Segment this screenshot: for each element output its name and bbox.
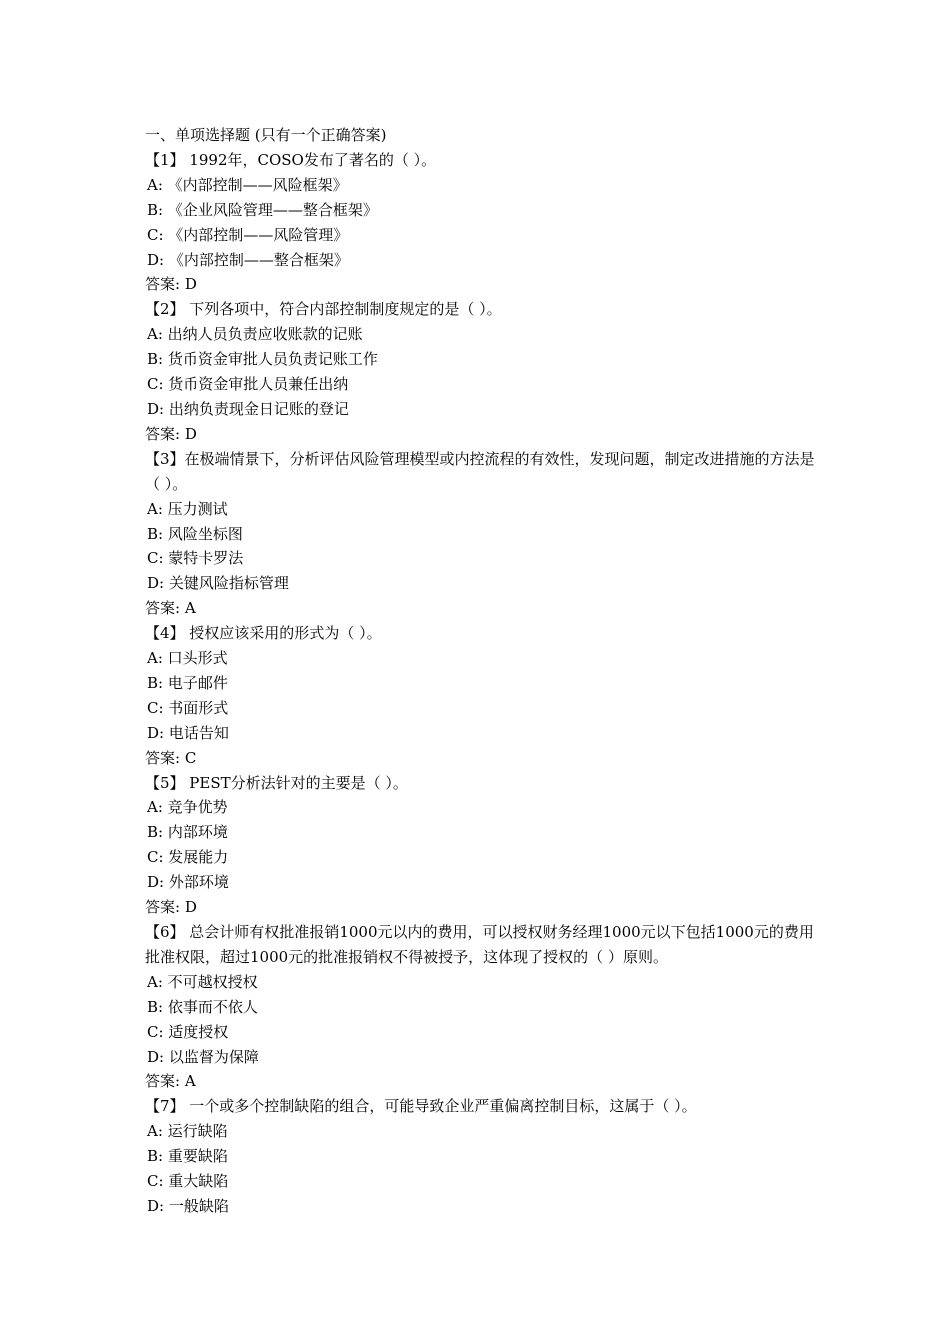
question-text: 【2】 下列各项中，符合内部控制制度规定的是（ ）。 bbox=[145, 300, 502, 319]
question-block bbox=[145, 148, 815, 297]
option-d: D: 以监督为保障 bbox=[147, 1047, 259, 1066]
option-d: D: 电话告知 bbox=[147, 723, 229, 742]
question-block bbox=[145, 621, 815, 770]
question-text: 【4】 授权应该采用的形式为（ ）。 bbox=[145, 624, 382, 643]
answer-line: 答案: D bbox=[145, 424, 197, 443]
option-b: B: 货币资金审批人员负责记账工作 bbox=[147, 350, 378, 369]
question-text: 【7】 一个或多个控制缺陷的组合，可能导致企业严重偏离控制目标，这属于（ ）。 bbox=[145, 1097, 697, 1116]
option-a: A: 压力测试 bbox=[147, 499, 228, 518]
option-d: D: 出纳负责现金日记账的登记 bbox=[147, 399, 349, 418]
option-c: C: 货币资金审批人员兼任出纳 bbox=[147, 375, 349, 394]
question-block bbox=[145, 1094, 815, 1219]
question-block bbox=[145, 920, 815, 1094]
option-c: C: 书面形式 bbox=[147, 698, 229, 717]
option-b: B: 《企业风险管理——整合框架》 bbox=[147, 200, 378, 219]
option-c: C: 发展能力 bbox=[147, 848, 229, 867]
option-a: A: 竞争优势 bbox=[147, 798, 228, 817]
question-block bbox=[145, 297, 815, 446]
question-text: 【6】 总会计师有权批准报销1000元以内的费用，可以授权财务经理1000元以下包括1000元的费用批准权限，超过1000元的批准报销权不得被授予，这体现了授权的（ ）原则。 bbox=[145, 923, 814, 966]
option-d: D: 关键风险指标管理 bbox=[147, 574, 289, 593]
option-d: D: 一般缺陷 bbox=[147, 1196, 229, 1215]
option-c: C: 《内部控制——风险管理》 bbox=[147, 225, 349, 244]
question-text: 【1】 1992年，COSO发布了著名的（ ）。 bbox=[145, 150, 437, 169]
option-a: A: 不可越权授权 bbox=[147, 972, 258, 991]
question-text: 【5】 PEST分析法针对的主要是（ ）。 bbox=[145, 773, 408, 792]
answer-line: 答案: C bbox=[145, 748, 197, 767]
option-c: C: 蒙特卡罗法 bbox=[147, 549, 244, 568]
answer-line: 答案: A bbox=[145, 1072, 196, 1091]
answer-line: 答案: D bbox=[145, 898, 197, 917]
option-b: B: 电子邮件 bbox=[147, 673, 228, 692]
option-c: C: 重大缺陷 bbox=[147, 1172, 229, 1191]
answer-line: 答案: D bbox=[145, 275, 197, 294]
option-b: B: 内部环境 bbox=[147, 823, 228, 842]
answer-line: 答案: A bbox=[145, 599, 196, 618]
question-block bbox=[145, 771, 815, 920]
option-a: A: 出纳人员负责应收账款的记账 bbox=[147, 325, 363, 344]
question-text: 【3】在极端情景下，分析评估风险管理模型或内控流程的有效性，发现问题，制定改进措施的方法是（ ）。 bbox=[145, 449, 815, 493]
option-a: A: 口头形式 bbox=[147, 649, 228, 668]
option-d: D: 外部环境 bbox=[147, 873, 229, 892]
option-a: A: 《内部控制——风险框架》 bbox=[147, 175, 348, 194]
option-b: B: 重要缺陷 bbox=[147, 1147, 228, 1166]
section-title: 一、单项选择题 (只有一个正确答案) bbox=[145, 126, 387, 144]
option-a: A: 运行缺陷 bbox=[147, 1122, 228, 1141]
option-c: C: 适度授权 bbox=[147, 1022, 229, 1041]
option-b: B: 风险坐标图 bbox=[147, 524, 243, 543]
option-d: D: 《内部控制——整合框架》 bbox=[147, 250, 349, 269]
document-content bbox=[145, 123, 815, 1219]
question-block bbox=[145, 447, 815, 621]
option-b: B: 依事而不依人 bbox=[147, 997, 258, 1016]
